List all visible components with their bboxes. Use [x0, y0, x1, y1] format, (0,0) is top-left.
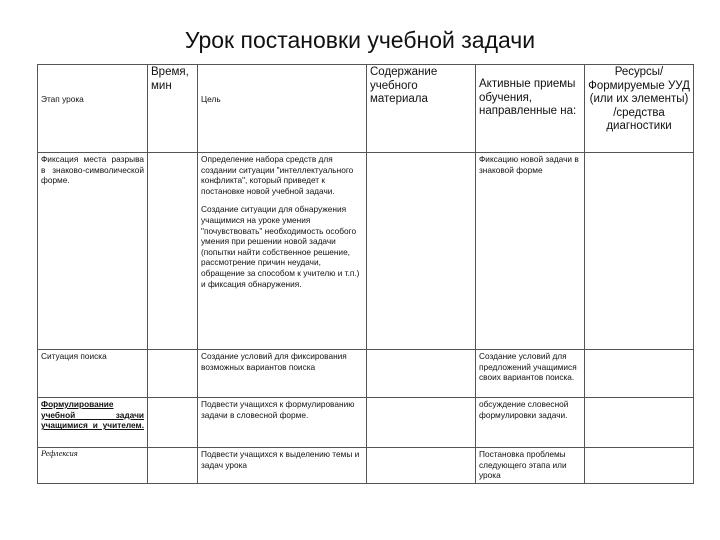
- table-row: [38, 153, 694, 350]
- row-stage: Рефлексия: [38, 448, 148, 484]
- row-stage: Ситуация поиска: [38, 350, 148, 398]
- row-goal-text: Создание ситуации для обнаружения учащимися на уроке умения "почувствовать" необходимость особого умения при решении новой задачи (попытки найти собственное решение, рассмотрение причин неудачи, обращение за способом к учителю и т.п.) и фиксация обнаружения.: [201, 204, 360, 289]
- lesson-table-container: [37, 64, 694, 484]
- header-stage-cell: [38, 65, 148, 153]
- row-stage: Формулирование учебной задачи учащимися и учителем.: [38, 398, 148, 448]
- table-row: [38, 350, 694, 398]
- row-time: [148, 398, 198, 448]
- row-goal-cell: [198, 153, 367, 350]
- row-content: [367, 153, 476, 350]
- header-resources: Ресурсы/ Формируемые УУД (или их элементы) /средства диагностики: [585, 65, 694, 153]
- row-resources: [585, 153, 694, 350]
- header-stage: Этап урока: [41, 94, 84, 104]
- header-row: [38, 65, 694, 153]
- row-goal: Подвести учащихся к выделению темы и задач урока: [198, 448, 367, 484]
- row-goal: Создание условий для фиксирования возможных вариантов поиска: [198, 350, 367, 398]
- row-methods: Фиксацию новой задачи в знаковой форме: [476, 153, 585, 350]
- row-resources: [585, 350, 694, 398]
- table-row: [38, 398, 694, 448]
- row-resources: [585, 448, 694, 484]
- page-title: Урок постановки учебной задачи: [184, 27, 536, 53]
- row-time: [148, 153, 198, 350]
- row-goal: Подвести учащихся к формулированию задачи в словесной форме.: [198, 398, 367, 448]
- row-resources: [585, 398, 694, 448]
- header-methods-cell: [476, 65, 585, 153]
- row-time: [148, 448, 198, 484]
- row-stage: Фиксация места разрыва в знаково-символической форме.: [38, 153, 148, 350]
- paragraph-gap: [201, 196, 363, 204]
- header-time: Время, мин: [148, 65, 198, 153]
- table-row: [38, 448, 694, 484]
- row-methods: Создание условий для предложений учащимися своих вариантов поиска.: [476, 350, 585, 398]
- header-goal-cell: [198, 65, 367, 153]
- row-content: [367, 448, 476, 484]
- row-goal-text: Определение набора средств для создании ситуации "интеллектуального конфликта", который приведет к постановке новой учебной задачи.: [201, 154, 354, 196]
- header-methods: Активные приемы обучения, направленные на:: [479, 78, 577, 117]
- row-content: [367, 350, 476, 398]
- lesson-table: [37, 64, 694, 484]
- row-time: [148, 350, 198, 398]
- row-content: [367, 398, 476, 448]
- header-content: Содержание учебного материала: [367, 65, 476, 153]
- row-methods: обсуждение словесной формулировки задачи.: [476, 398, 585, 448]
- row-methods: Постановка проблемы следующего этапа или урока: [476, 448, 585, 484]
- header-goal: Цель: [201, 94, 221, 104]
